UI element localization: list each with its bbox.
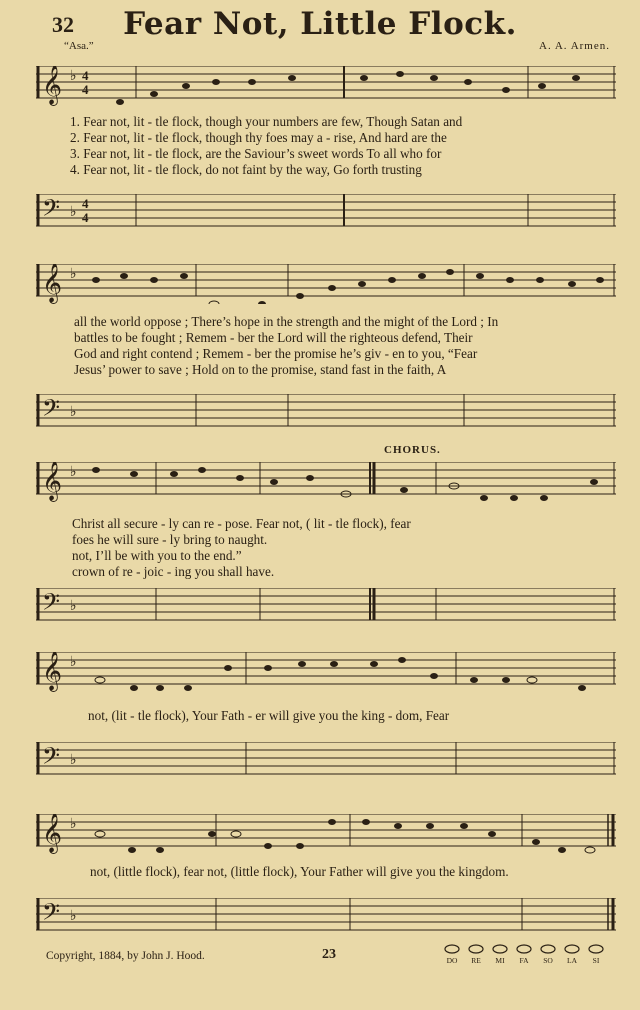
bass-staff bbox=[36, 588, 616, 628]
music-system-3 bbox=[36, 444, 616, 644]
svg-text:♭: ♭ bbox=[70, 465, 77, 480]
svg-text:♭: ♭ bbox=[70, 599, 77, 614]
treble-staff bbox=[36, 462, 616, 502]
bass-staff bbox=[36, 394, 616, 434]
svg-text:𝄢: 𝄢 bbox=[42, 900, 61, 931]
page-bottom-number: 23 bbox=[322, 947, 336, 962]
svg-text:♭: ♭ bbox=[70, 817, 77, 832]
svg-text:𝄞: 𝄞 bbox=[42, 653, 63, 690]
svg-text:♭: ♭ bbox=[70, 205, 77, 220]
shape-note-icons bbox=[440, 942, 610, 956]
solfege-syllable: DO bbox=[446, 956, 458, 965]
bass-staff bbox=[36, 742, 616, 782]
composer-credit: A. A. Armen. bbox=[539, 40, 610, 52]
svg-text:♭: ♭ bbox=[70, 655, 77, 670]
svg-text:♭: ♭ bbox=[70, 909, 77, 924]
chorus-label: CHORUS. bbox=[384, 444, 441, 456]
music-system-5 bbox=[36, 800, 616, 940]
copyright-notice: Copyright, 1884, by John J. Hood. bbox=[46, 950, 205, 962]
music-system-1 bbox=[36, 58, 616, 248]
svg-text:♭: ♭ bbox=[70, 405, 77, 420]
page-number: 32 bbox=[52, 12, 74, 37]
svg-text:𝄞: 𝄞 bbox=[42, 67, 63, 104]
solfege-syllable: RE bbox=[471, 956, 481, 965]
svg-text:𝄢: 𝄢 bbox=[42, 590, 61, 621]
solfege-legend bbox=[440, 942, 610, 968]
treble-staff bbox=[36, 264, 616, 304]
lyric-line: crown of re - joic - ing you shall have. bbox=[72, 564, 275, 579]
lyric-line: 3. Fear not, lit - tle flock, are the Saviour’s sweet words To all who for bbox=[70, 146, 442, 161]
svg-text:4: 4 bbox=[82, 210, 89, 225]
svg-text:♭: ♭ bbox=[70, 267, 77, 282]
solfege-syllable: FA bbox=[519, 956, 529, 965]
svg-text:𝄢: 𝄢 bbox=[42, 744, 61, 775]
lyric-line: 4. Fear not, lit - tle flock, do not faint by the way, Go forth trusting bbox=[70, 162, 422, 177]
solfege-syllable: MI bbox=[495, 956, 505, 965]
treble-staff bbox=[36, 814, 616, 854]
solfege-syllable: SO bbox=[543, 956, 553, 965]
lyric-line: Jesus’ power to save ; Hold on to the promise, stand fast in the faith, A bbox=[74, 362, 447, 377]
treble-staff bbox=[36, 66, 616, 106]
lyric-line: battles to be fought ; Remem - ber the Lord will the righteous defend, Their bbox=[74, 330, 473, 345]
solfege-syllable: LA bbox=[567, 956, 577, 965]
lyric-line: foes he will sure - ly bring to naught. bbox=[72, 532, 268, 547]
svg-text:4: 4 bbox=[82, 82, 89, 97]
svg-text:𝄢: 𝄢 bbox=[42, 396, 61, 427]
lyric-line: Christ all secure - ly can re - pose. Fear not, ( lit - tle flock), fear bbox=[72, 516, 411, 531]
svg-text:4: 4 bbox=[82, 68, 89, 83]
treble-staff bbox=[36, 652, 616, 692]
music-system-2 bbox=[36, 258, 616, 448]
svg-text:4: 4 bbox=[82, 196, 89, 211]
svg-text:𝄞: 𝄞 bbox=[42, 815, 63, 852]
lyric-line: not, I’ll be with you to the end.” bbox=[72, 548, 242, 563]
music-system-4 bbox=[36, 648, 616, 788]
lyric-line: not, (lit - tle flock), Your Fath - er will give you the king - dom, Fear bbox=[88, 708, 450, 723]
tune-name: “Asa.” bbox=[64, 40, 94, 52]
hymn-title: Fear Not, Little Flock. bbox=[123, 6, 517, 42]
solfege-syllable: SI bbox=[592, 956, 600, 965]
lyric-line: 2. Fear not, lit - tle flock, though thy foes may a - rise, And hard are the bbox=[70, 130, 447, 145]
lyric-line: 1. Fear not, lit - tle flock, though your numbers are few, Though Satan and bbox=[70, 114, 463, 129]
lyric-line: all the world oppose ; There’s hope in the strength and the might of the Lord ; In bbox=[74, 314, 499, 329]
svg-text:𝄞: 𝄞 bbox=[42, 463, 63, 500]
svg-text:𝄢: 𝄢 bbox=[42, 196, 61, 227]
lyric-line: not, (little flock), fear not, (little flock), Your Father will give you the kingdom. bbox=[90, 864, 509, 879]
svg-text:♭: ♭ bbox=[70, 69, 77, 84]
svg-text:♭: ♭ bbox=[70, 753, 77, 768]
lyric-line: God and right contend ; Remem - ber the promise he’s giv - en to you, “Fear bbox=[74, 346, 478, 361]
svg-text:𝄞: 𝄞 bbox=[42, 265, 63, 302]
bass-staff bbox=[36, 898, 616, 938]
bass-staff bbox=[36, 194, 616, 234]
